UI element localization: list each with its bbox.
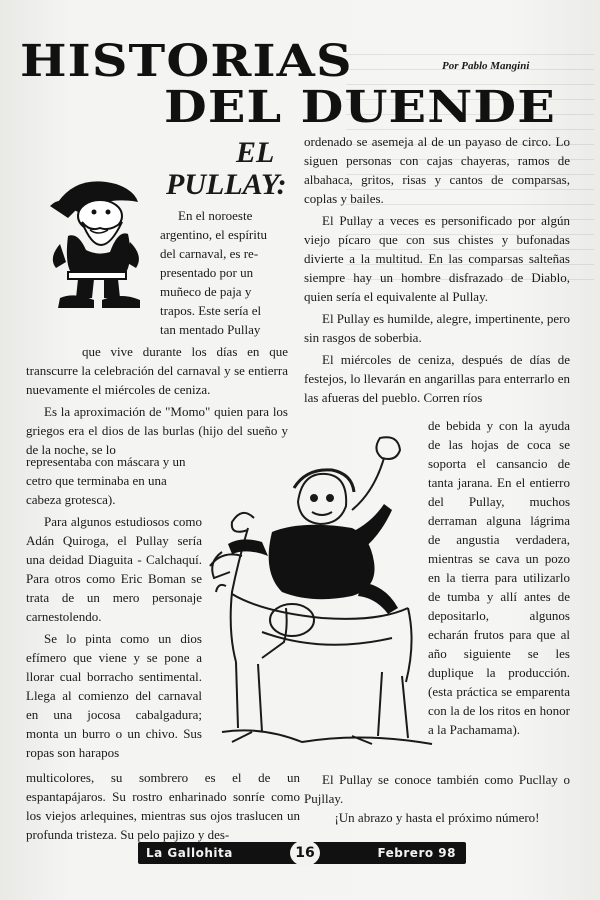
text-line: presentado por un	[160, 265, 254, 280]
paragraph: El Pullay a veces es personificado por algún viejo pícaro que con sus chistes y bufonadas divierte a la multitud. En las comparsas salteñas siempre hay un hombre disfrazado de Diablo, quien sería el equivalente al Pullay.	[304, 213, 570, 304]
paragraph: Es la aproximación de "Momo" quien para los griegos era el dios de las burlas (hijo del sueño y de la noche, se lo	[26, 404, 288, 457]
col2-flow-a	[304, 132, 570, 407]
page-number: 16	[290, 840, 320, 866]
gnome-illustration	[38, 172, 158, 314]
byline: Por Pablo Mangini	[442, 60, 530, 72]
col1-intro-lines	[160, 206, 280, 339]
pullay-riding-goat-illustration	[202, 432, 438, 752]
text-line: muñeco de paja y	[160, 284, 252, 299]
closing-line: ¡Un abrazo y hasta el próximo número!	[334, 810, 540, 825]
title-line-1: HISTORIAS	[20, 36, 353, 87]
text-line: En el noroeste	[178, 208, 253, 223]
col1-flow-b	[26, 452, 202, 762]
paragraph: multicolores, su sombrero es el de un espantapájaros. Su rostro enharinado sonríe como los viejos arlequines, mientras sus ojos traslucen un profunda tristeza. Su pelo pajizo y des-	[26, 770, 300, 842]
subtitle-line-2: PULLAY:	[166, 168, 287, 201]
col2-flow-c	[304, 770, 570, 827]
text-line: trapos. Este sería el	[160, 303, 262, 318]
paragraph: de bebida y con la ayuda de las hojas de coca se soporta el cansancio de tanta jarana. En el entierro del Pullay, muchos derraman alguna lágrima de angustia verdadera, mientras se cava un pozo en la tierra para utilizarlo de tumba y allí antes de depositarlo, algunos echarán frutos para que al año siguiente se les duplique la producción. (esta práctica se emparenta con la de los ritos en honor a la Pachamama).	[428, 418, 570, 737]
col1-flow-a	[26, 342, 288, 459]
col1-flow-c	[26, 768, 300, 844]
text-line: argentino, el espíritu	[160, 227, 267, 242]
subtitle-line-1: EL	[236, 136, 275, 169]
paragraph: representaba con máscara y un cetro que terminaba en una cabeza grotesca).	[26, 454, 186, 507]
footer-magazine-name: La Gallohita	[146, 846, 233, 860]
text-line: del carnaval, es re-	[160, 246, 259, 261]
page-footer	[138, 842, 466, 864]
col2-flow-b	[428, 416, 570, 739]
text-line: tan mentado Pullay	[160, 322, 261, 337]
footer-date: Febrero 98	[377, 846, 456, 860]
paragraph: El Pullay se conoce también como Pucllay o Pujllay.	[304, 772, 570, 806]
paragraph: El Pullay es humilde, alegre, impertinente, pero sin rasgos de soberbia.	[304, 311, 571, 345]
paragraph: ordenado se asemeja al de un payaso de circo. Lo siguen personas con cajas chayeras, ramos de albahaca, gritos, risas y cantos de comparsas, coplas y bailes.	[304, 134, 570, 206]
title-line-2: DEL DUENDE	[164, 82, 556, 133]
paragraph: El miércoles de ceniza, después de días de festejos, lo llevarán en angarillas para enterrarlo en las afueras del pueblo. Corren ríos	[304, 352, 570, 405]
paragraph: que vive durante los días en que transcurre la celebración del carnaval y se entierra nuevamente el miércoles de ceniza.	[26, 344, 288, 397]
paragraph: Para algunos estudiosos como Adán Quiroga, el Pullay sería una deidad Diaguita - Calchaquí. Para otros como Eric Boman se trata de un mero personaje carnestolendo.	[26, 514, 202, 624]
paragraph: Se lo pinta como un dios efímero que viene y se pone a llorar cual borracho sentimental. Llega al comienzo del carnaval en una jocosa cabalgadura; monta un burro o un chivo. Sus ropas son harapos	[26, 631, 202, 760]
